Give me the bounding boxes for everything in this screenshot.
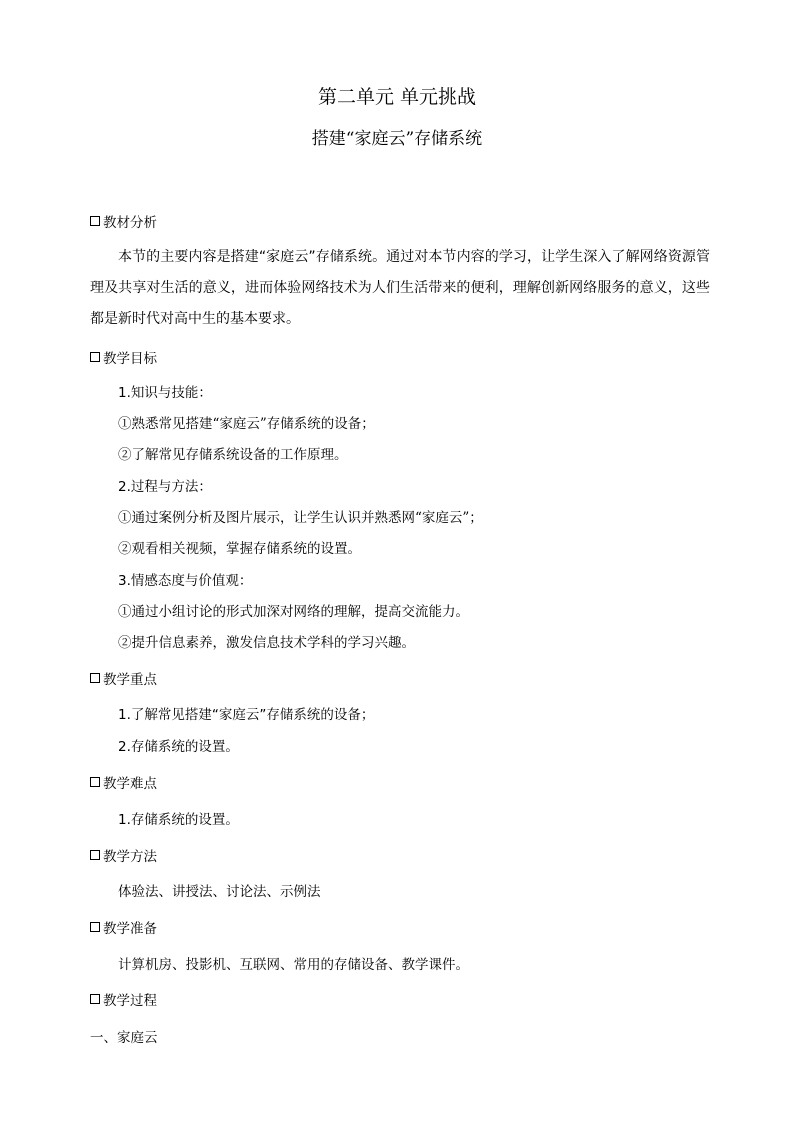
- section-heading-goals: [90, 350, 157, 368]
- checkbox-bullet-icon: [90, 777, 100, 787]
- section-heading-process: [90, 992, 157, 1010]
- goal-line: ①熟悉常见搭建“家庭云”存储系统的设备；: [118, 416, 375, 432]
- section-heading-text: 教学准备: [103, 921, 157, 937]
- goal-line: ②提升信息素养，激发信息技术学科的学习兴趣。: [118, 635, 415, 651]
- section-heading-text: 教学方法: [103, 849, 157, 865]
- goal-line: 2.过程与方法：: [118, 479, 212, 495]
- goal-line: 3.情感态度与价值观：: [118, 573, 253, 589]
- analysis-paragraph: 本节的主要内容是搭建“家庭云”存储系统。通过对本节内容的学习，让学生深入了解网络资源管理及共享对生活的意义，进而体验网络技术为人们生活带来的便利，理解创新网络服务的意义，这些都是新时代对高中生的基本要求。: [90, 249, 710, 327]
- section-heading-text: 教学过程: [103, 993, 157, 1009]
- method-line: 体验法、讲授法、讨论法、示例法: [118, 884, 321, 900]
- checkbox-bullet-icon: [90, 216, 100, 226]
- section-heading-difficulties: [90, 775, 157, 793]
- goal-line: ②了解常见存储系统设备的工作原理。: [118, 447, 348, 463]
- checkbox-bullet-icon: [90, 922, 100, 932]
- section-heading-key-points: [90, 671, 157, 689]
- process-first-item: 一、家庭云: [90, 1030, 158, 1046]
- checkbox-bullet-icon: [90, 850, 100, 860]
- section-heading-text: 教学目标: [103, 351, 157, 367]
- section-heading-text: 教学重点: [103, 672, 157, 688]
- section-heading-text: 教材分析: [103, 215, 157, 231]
- goal-line: ①通过小组讨论的形式加深对网络的理解，提高交流能力。: [118, 604, 469, 620]
- section-heading-analysis: [90, 214, 157, 232]
- key-point-line: 2.存储系统的设置。: [118, 739, 239, 755]
- document-title: 第二单元 单元挑战: [317, 86, 477, 108]
- checkbox-bullet-icon: [90, 352, 100, 362]
- document-subtitle: 搭建“家庭云”存储系统: [311, 129, 483, 149]
- checkbox-bullet-icon: [90, 994, 100, 1004]
- difficulty-line: 1.存储系统的设置。: [118, 812, 239, 828]
- checkbox-bullet-icon: [90, 673, 100, 683]
- goal-line: ①通过案例分析及图片展示，让学生认识并熟悉网“家庭云”；: [118, 510, 483, 526]
- key-point-line: 1.了解常见搭建“家庭云”存储系统的设备；: [118, 707, 375, 723]
- section-heading-methods: [90, 848, 157, 866]
- goal-line: ②观看相关视频，掌握存储系统的设置。: [118, 541, 361, 557]
- section-heading-text: 教学难点: [103, 776, 157, 792]
- goal-line: 1.知识与技能：: [118, 385, 212, 401]
- section-heading-preparation: [90, 920, 157, 938]
- preparation-line: 计算机房、投影机、互联网、常用的存储设备、教学课件。: [118, 957, 469, 973]
